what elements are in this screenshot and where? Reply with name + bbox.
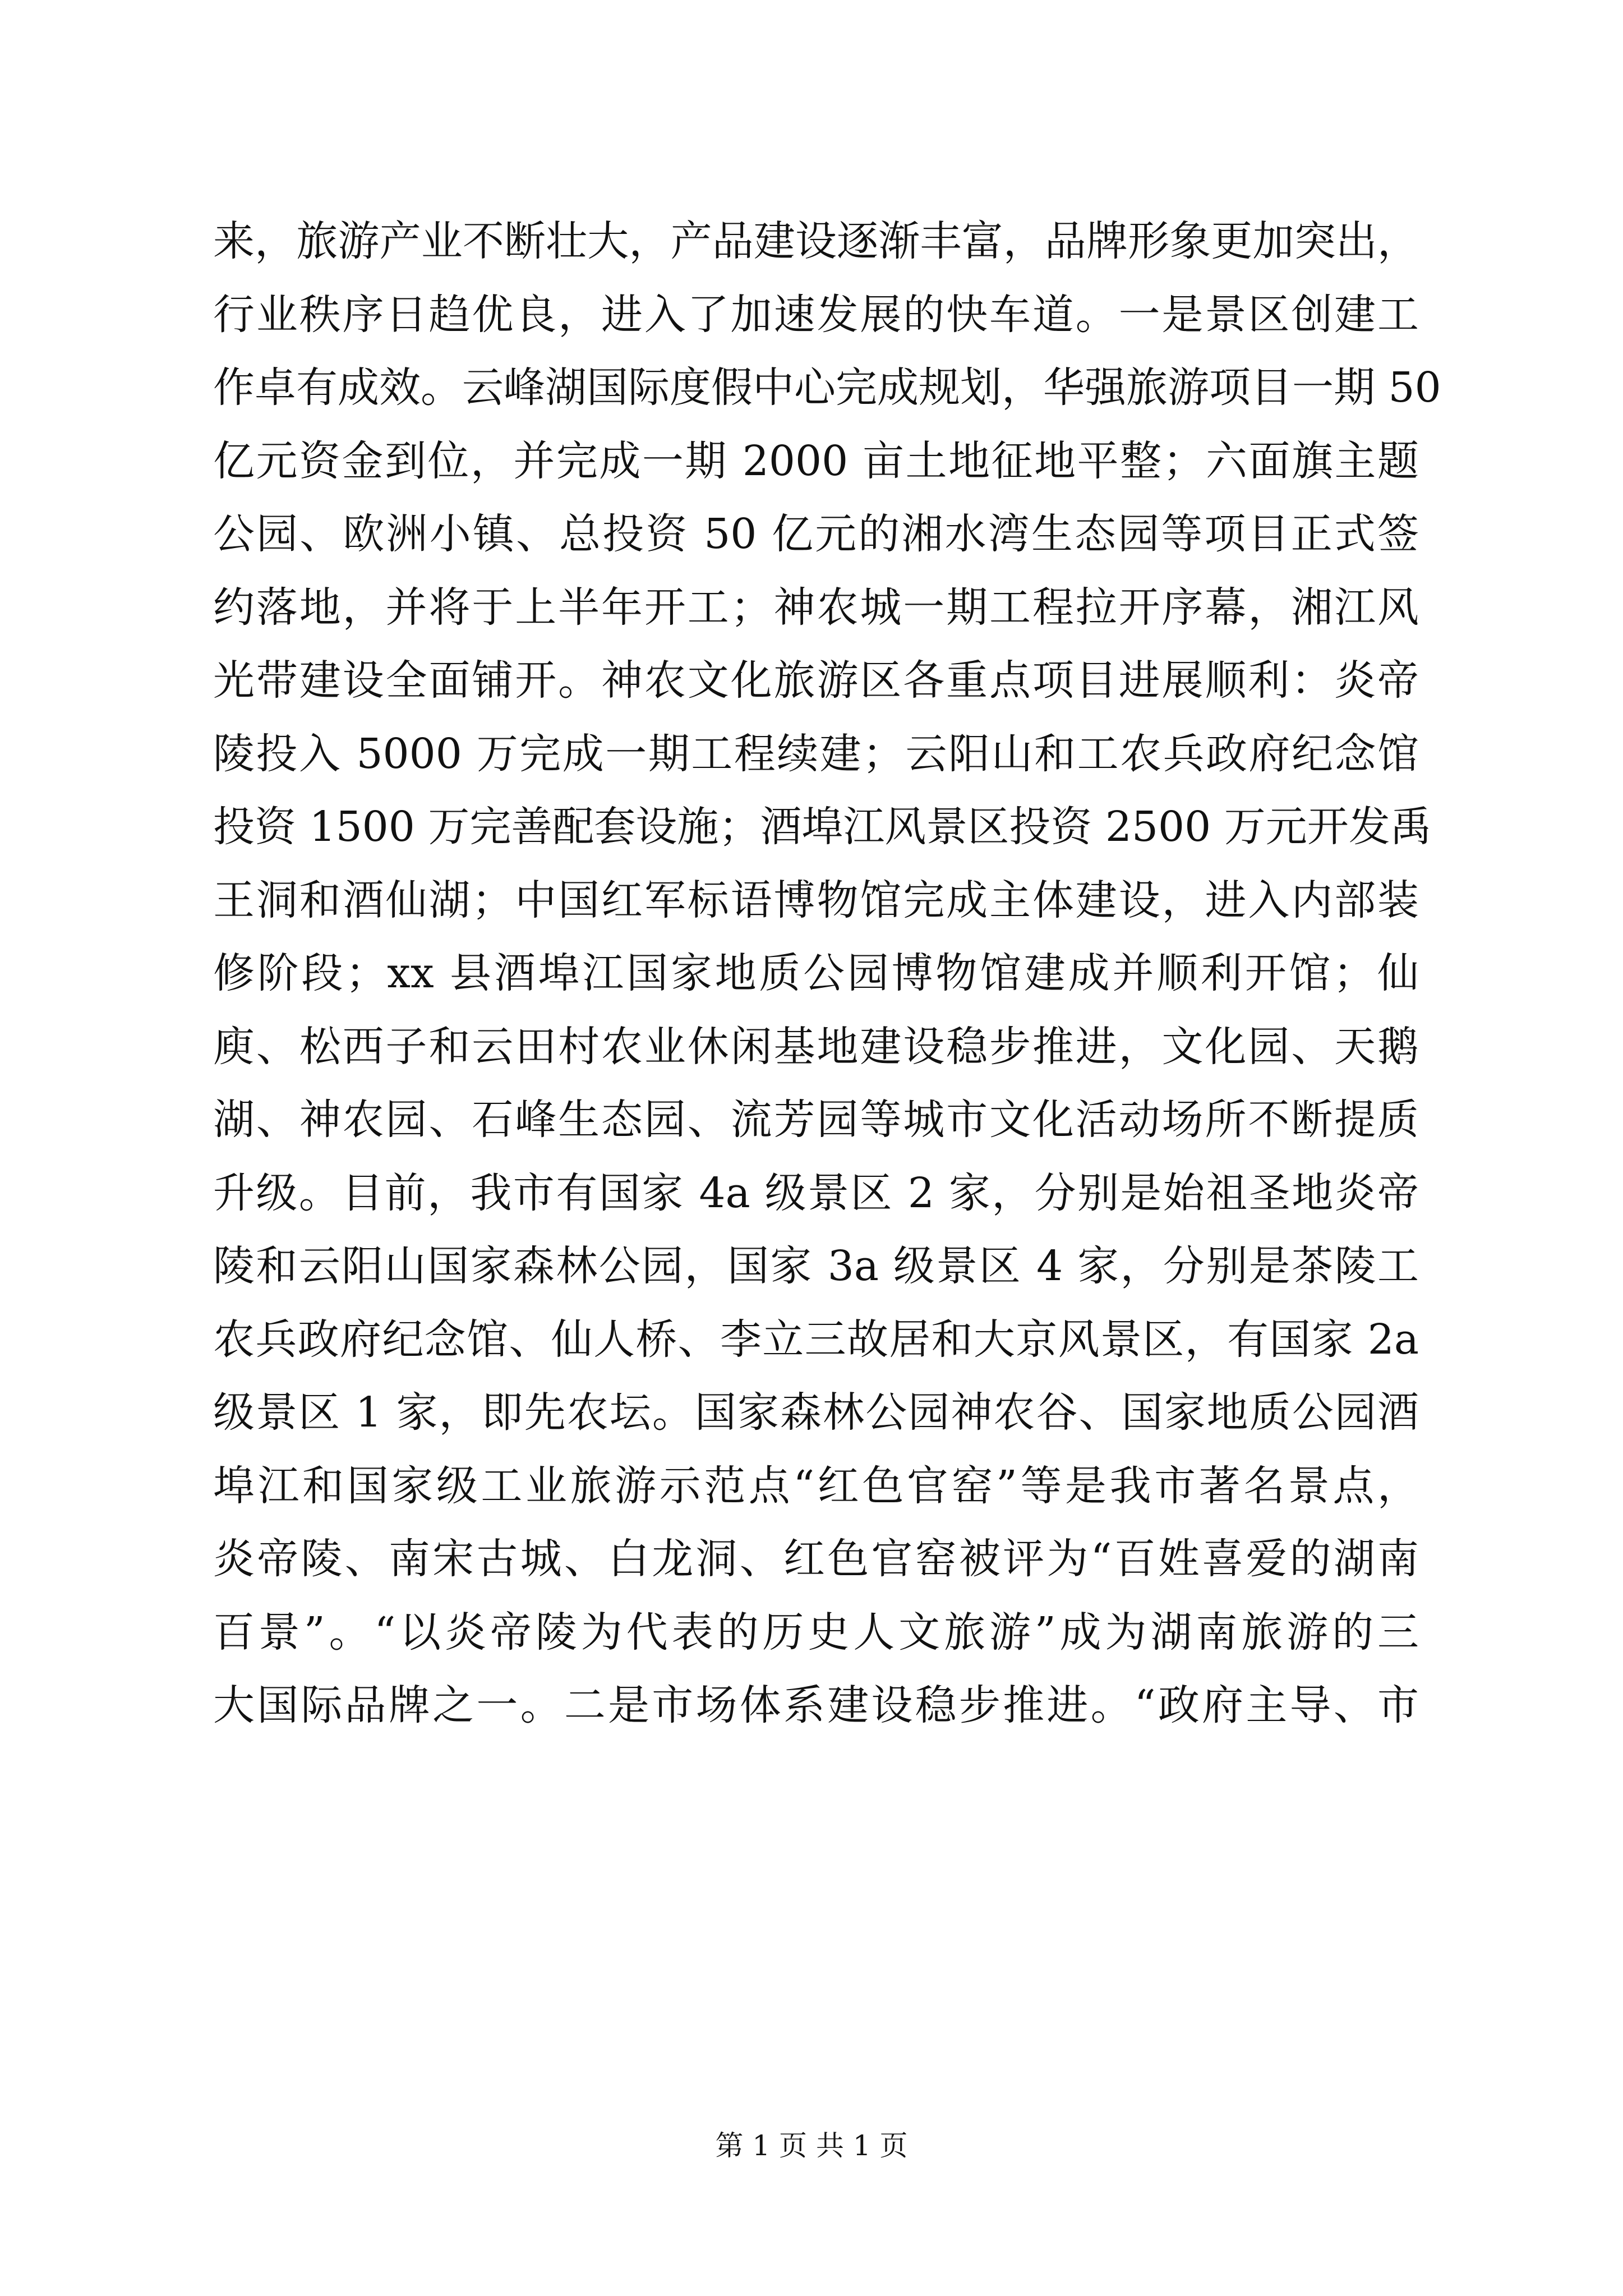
page-number-label: 第 1 页 共 1 页 [715, 2129, 908, 2162]
text-line: 农兵政府纪念馆、仙人桥、李立三故居和大京风景区，有国家 2a [213, 1315, 1419, 1364]
text-line: 埠江和国家级工业旅游示范点“红色官窑”等是我市著名景点， [213, 1461, 1419, 1510]
text-line: 修阶段；xx 县酒埠江国家地质公园博物馆建成并顺利开馆；仙 [213, 949, 1419, 997]
body-paragraph [213, 205, 1441, 1742]
text-line: 庾、松西子和云田村农业休闲基地建设稳步推进，文化园、天鹅 [213, 1022, 1419, 1071]
text-line: 约落地，并将于上半年开工；神农城一期工程拉开序幕，湘江风 [213, 583, 1419, 632]
page-footer [0, 2129, 1623, 2162]
text-line: 百景”。“以炎帝陵为代表的历史人文旅游”成为湖南旅游的三 [213, 1608, 1419, 1657]
text-line: 亿元资金到位，并完成一期 2000 亩土地征地平整；六面旗主题 [213, 436, 1419, 485]
text-line: 光带建设全面铺开。神农文化旅游区各重点项目进展顺利：炎帝 [213, 656, 1419, 705]
text-line: 投资 1500 万完善配套设施；酒埠江风景区投资 2500 万元开发禹 [213, 803, 1432, 851]
text-line: 来，旅游产业不断壮大，产品建设逐渐丰富，品牌形象更加突出， [213, 217, 1419, 265]
text-line: 公园、欧洲小镇、总投资 50 亿元的湘水湾生态园等项目正式签 [213, 510, 1419, 558]
text-line: 级景区 1 家，即先农坛。国家森林公园神农谷、国家地质公园酒 [213, 1388, 1419, 1437]
text-line: 陵投入 5000 万完成一期工程续建；云阳山和工农兵政府纪念馆 [213, 729, 1419, 778]
text-line: 大国际品牌之一。二是市场体系建设稳步推进。“政府主导、市 [213, 1681, 1419, 1729]
text-line: 作卓有成效。云峰湖国际度假中心完成规划，华强旅游项目一期 50 [213, 364, 1441, 412]
text-line: 行业秩序日趋优良，进入了加速发展的快车道。一是景区创建工 [213, 290, 1419, 339]
text-line: 升级。目前，我市有国家 4a 级景区 2 家，分别是始祖圣地炎帝 [213, 1168, 1419, 1217]
text-line: 炎帝陵、南宋古城、白龙洞、红色官窑被评为“百姓喜爱的湖南 [213, 1535, 1419, 1583]
text-line: 陵和云阳山国家森林公园，国家 3a 级景区 4 家，分别是茶陵工 [213, 1242, 1419, 1290]
text-line: 王洞和酒仙湖；中国红军标语博物馆完成主体建设，进入内部装 [213, 876, 1419, 924]
text-line: 湖、神农园、石峰生态园、流芳园等城市文化活动场所不断提质 [213, 1096, 1419, 1144]
